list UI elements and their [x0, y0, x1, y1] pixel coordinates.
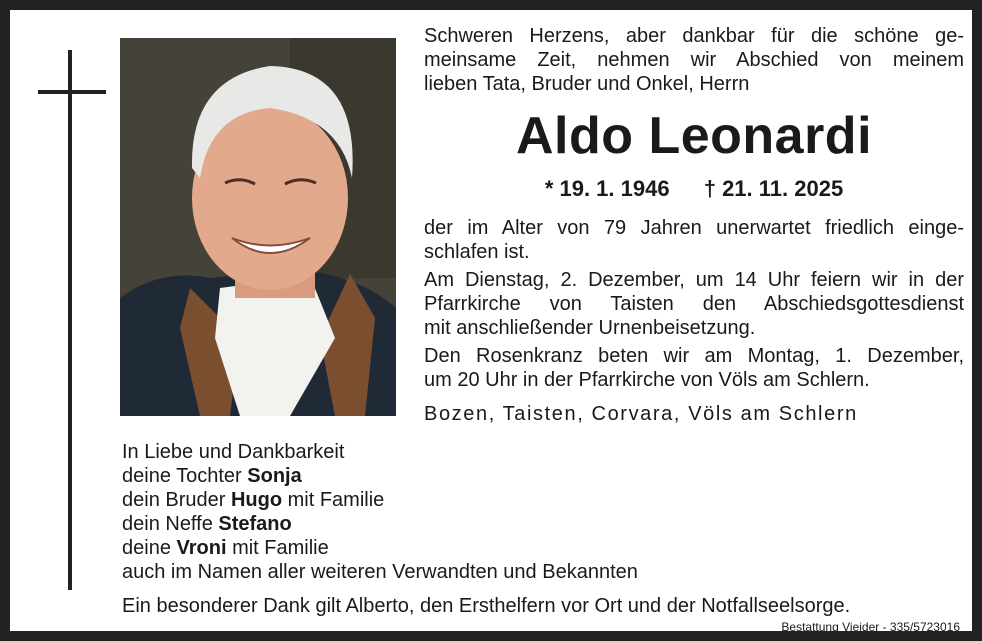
family-closing: auch im Namen aller weiteren Verwandten und Bekannten [122, 561, 638, 583]
announcement-text [424, 216, 964, 392]
body-line: Am Dienstag, 2. Dezember, um 14 Uhr feiern wir in der [424, 269, 964, 291]
deceased-name: Aldo Leonardi [515, 107, 873, 165]
family-member [122, 488, 638, 512]
intro-line: meinsame Zeit, nehmen wir Abschied von meinem [424, 49, 964, 71]
member-name: Stefano [218, 513, 292, 535]
cross-icon-bar [38, 90, 106, 94]
obituary-card [10, 10, 972, 634]
family-intro: In Liebe und Dankbarkeit [122, 441, 345, 463]
portrait-illustration [120, 38, 396, 416]
funeral-home-credit: Bestattung Vieider - 335/5723016 [781, 620, 960, 634]
family-member [122, 512, 638, 536]
body-line: um 20 Uhr in der Pfarrkirche von Völs am Schlern. [424, 369, 870, 391]
member-suffix: mit Familie [282, 489, 385, 511]
family-member [122, 536, 638, 560]
family-signature [122, 440, 638, 584]
thanks-text: Ein besonderer Dank gilt Alberto, den Ersthelfern vor Ort und der Notfallseelsorge. [122, 595, 851, 617]
places-line: Bozen, Taisten, Corvara, Völs am Schlern [424, 403, 858, 425]
member-name: Hugo [230, 489, 283, 511]
member-relation: deine [122, 537, 177, 559]
member-relation: dein Neffe [122, 513, 219, 535]
cross-icon [68, 50, 72, 590]
portrait-photo [120, 38, 396, 416]
body-line: schlafen ist. [424, 241, 530, 263]
body-line: der im Alter von 79 Jahren unerwartet friedlich einge- [424, 217, 964, 239]
body-line: Den Rosenkranz beten wir am Montag, 1. Dezember, [424, 345, 964, 367]
intro-text [424, 24, 964, 96]
body-line: mit anschließender Urnenbeisetzung. [424, 317, 756, 339]
body-line: Pfarrkirche von Taisten den Abschiedsgottesdienst [424, 293, 964, 315]
life-dates [424, 176, 964, 202]
member-relation: dein Bruder [122, 489, 231, 511]
member-suffix: mit Familie [226, 537, 329, 559]
member-relation: deine Tochter [122, 465, 248, 487]
family-member [122, 464, 638, 488]
death-date: † 21. 11. 2025 [703, 176, 844, 201]
birth-date: * 19. 1. 1946 [544, 176, 670, 201]
member-name: Vroni [176, 537, 227, 559]
member-name: Sonja [247, 465, 302, 487]
intro-line: lieben Tata, Bruder und Onkel, Herrn [424, 73, 750, 95]
intro-line: Schweren Herzens, aber dankbar für die schöne ge- [424, 25, 964, 47]
